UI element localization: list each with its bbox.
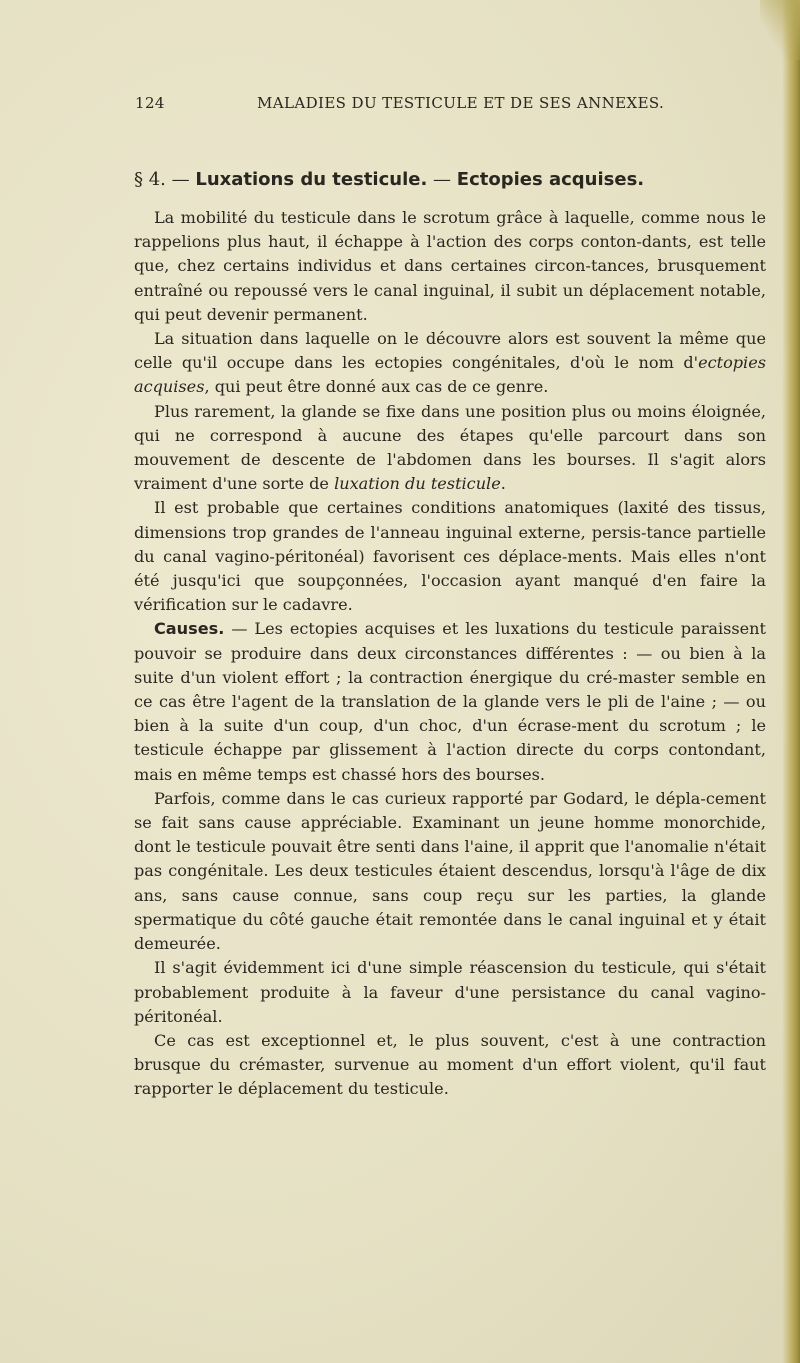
body-text <box>134 168 766 1102</box>
causes-label: Causes. <box>154 619 225 639</box>
section-title-dash: — <box>433 169 452 190</box>
section-number: § 4. — <box>134 169 190 190</box>
page-edge <box>782 0 800 1363</box>
paragraph-3 <box>134 400 766 497</box>
section-title-part2: Ectopies acquises. <box>456 169 645 190</box>
paragraph-2-italic: ectopies acquises <box>134 353 766 397</box>
paragraph-1: La mobilité du testicule dans le scrotum grâce à laquelle, comme nous le rappelions plus haut, il échappe à l'action des corps conton-dants, est telle que, chez certains individus et dans certaines circon-tances, brusquement entraîné ou repoussé vers le canal inguinal, il subit un déplacement notable, qui peut devenir permanent. <box>134 208 766 324</box>
paragraph-3-text-a: Plus rarement, la glande se fixe dans une position plus ou moins éloignée, qui ne correspond à aucune des étapes qu'elle parcourt dans son mouvement de descente de l'abdomen dans les bourses. Il s'agit alors vraiment d'une sorte de <box>134 401 766 494</box>
paragraph-2-text-b: , qui peut être donné aux cas de ce genre. <box>204 377 549 397</box>
paragraph-2-text-a: La situation dans laquelle on le découvre alors est souvent la même que celle qu'il occupe dans les ectopies congénitales, d'où le nom d' <box>134 329 766 373</box>
paragraph-8: Ce cas est exceptionnel et, le plus souvent, c'est à une contraction brusque du crémaster, survenue au moment d'un effort violent, qu'il faut rapporter le déplacement du testicule. <box>134 1030 766 1099</box>
paragraph-5 <box>134 617 766 786</box>
page-number: 124 <box>135 94 165 112</box>
running-head <box>135 94 765 116</box>
paragraph-4: Il est probable que certaines conditions anatomiques (laxité des tissus, dimensions trop grandes de l'anneau inguinal externe, persis-tance partielle du canal vagino-péritonéal) favorisent ces déplace-ments. Mais elles n'ont été jusqu'ici que soupçonnées, l'occasion ayant manqué d'en faire la vérification sur le cadavre. <box>134 498 766 615</box>
page-edge-corner <box>760 0 800 60</box>
paragraph-6: Parfois, comme dans le cas curieux rapporté par Godard, le dépla-cement se fait sans cause appréciable. Examinant un jeune homme monorchide, dont le testicule pouvait être senti dans l'aine, il apprit que l'anomalie n'était pas congénitale. Les deux testicules étaient descendus, lorsqu'à l'âge de dix ans, sans cause connue, sans coup reçu sur les parties, la glande spermatique du côté gauche était remontée dans le canal inguinal et y était demeurée. <box>134 788 766 954</box>
paragraph-2 <box>134 327 766 400</box>
paragraph-3-text-b: . <box>500 474 506 494</box>
section-heading <box>134 168 766 192</box>
section-title-part1: Luxations du testicule. <box>195 169 428 190</box>
paragraph-3-italic: luxation du testicule <box>334 474 501 494</box>
running-head-title: MALADIES DU TESTICULE ET DE SES ANNEXES. <box>257 94 665 112</box>
paragraph-7: Il s'agit évidemment ici d'une simple réascension du testicule, qui s'était probablement produite à la faveur d'une persistance du canal vagino-péritonéal. <box>134 958 766 1026</box>
paragraph-5-text: — Les ectopies acquises et les luxations du testicule paraissent pouvoir se produire dans deux circonstances différentes : — ou bien à la suite d'un violent effort ; la contraction énergique du cré-master semble en ce cas être l'agent de la translation de la glande vers le pli de l'aine ; — ou bien à la suite d'un coup, d'un choc, d'un écrase-ment du scrotum ; le testicule échappe par glissement à l'action directe du corps contondant, mais en même temps est chassé hors des bourses. <box>134 619 766 784</box>
